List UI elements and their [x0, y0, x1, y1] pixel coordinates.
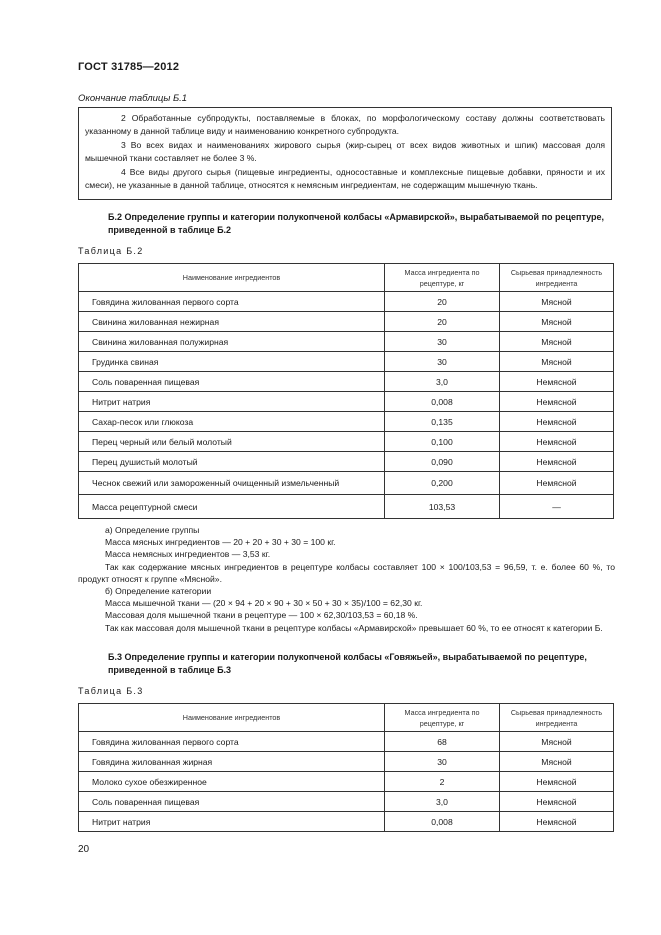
ingredient-type-cell: Немясной: [500, 412, 614, 432]
calc-line: а) Определение группы: [105, 525, 200, 535]
ingredient-mass-cell: 30: [385, 352, 500, 372]
ingredient-type-cell: Немясной: [500, 372, 614, 392]
ingredient-type-cell: Мясной: [500, 312, 614, 332]
ingredient-type-cell: Мясной: [500, 732, 614, 752]
ingredient-mass-cell: 0,135: [385, 412, 500, 432]
table-b2: [78, 263, 614, 519]
ingredient-name-cell: Нитрит натрия: [79, 812, 385, 832]
calc-line: Так как массовая доля мышечной ткани в рецептуре колбасы «Армавирской» превышает 60 %, то ее относят к категории Б.: [105, 622, 603, 633]
ingredient-name-cell: Свинина жилованная полужирная: [79, 332, 385, 352]
ingredient-name-cell: Говядина жилованная первого сорта: [79, 732, 385, 752]
table-header-row: [79, 264, 614, 292]
section-b3-heading: Б.3 Определение группы и категории полукопченой колбасы «Говяжьей», вырабатываемой по рецептуре, приведенной в таблице Б.3: [108, 652, 587, 675]
ingredient-name-cell: Чеснок свежий или замороженный очищенный измельченный: [79, 472, 385, 495]
ingredient-mass-cell: 3,0: [385, 792, 500, 812]
calc-line: б) Определение категории: [105, 586, 212, 597]
table-b3-label: Таблица Б.3: [78, 686, 144, 696]
table-row: [79, 432, 614, 452]
column-header-type: Сырьевая принадлежность ингредиента: [500, 704, 614, 732]
ingredient-type-cell: Немясной: [500, 772, 614, 792]
ingredient-type-cell: Немясной: [500, 472, 614, 495]
table-header-row: [79, 704, 614, 732]
calc-line: Масса мышечной ткани — (20 × 94 + 20 × 90 + 30 × 50 + 30 × 35)/100 = 62,30 кг.: [105, 598, 423, 609]
ingredient-type-cell: Немясной: [500, 812, 614, 832]
calc-line: Так как содержание мясных ингредиентов в рецептуре колбасы составляет 100 × 100/103,53 = 96,59, т. е. более 60 %, то продукт относят к группе «Мясной».: [78, 561, 615, 584]
table-row: [79, 352, 614, 372]
column-header-mass: Масса ингредиента по рецептуре, кг: [385, 264, 500, 292]
ingredient-mass-cell: 30: [385, 332, 500, 352]
ingredient-name-cell: Сахар-песок или глюкоза: [79, 412, 385, 432]
notes-box: [78, 107, 612, 200]
calculation-block: [78, 524, 615, 634]
ingredient-type-cell: Мясной: [500, 292, 614, 312]
ingredient-type-cell: Немясной: [500, 392, 614, 412]
table-row: [79, 472, 614, 495]
table-row: [79, 752, 614, 772]
note-3: 3 Во всех видах и наименованиях жирового сырья (жир-сырец от всех видов животных и шпик) массовая доля мышечной ткани составляет не более 3 %.: [85, 139, 605, 164]
table-row: [79, 412, 614, 432]
column-header-mass: Масса ингредиента по рецептуре, кг: [385, 704, 500, 732]
ingredient-type-cell: Мясной: [500, 352, 614, 372]
ingredient-type-cell: Немясной: [500, 452, 614, 472]
ingredient-mass-cell: 0,008: [385, 392, 500, 412]
table-b3: [78, 703, 614, 832]
ingredient-mass-cell: 103,53: [385, 495, 500, 519]
ingredient-name-cell: Нитрит натрия: [79, 392, 385, 412]
ingredient-mass-cell: 20: [385, 312, 500, 332]
table-b2-label: Таблица Б.2: [78, 246, 144, 256]
table-row: [79, 732, 614, 752]
table-row: [79, 812, 614, 832]
column-header-name: Наименование ингредиентов: [79, 704, 385, 732]
table-row: [79, 452, 614, 472]
column-header-type: Сырьевая принадлежность ингредиента: [500, 264, 614, 292]
ingredient-type-cell: Немясной: [500, 792, 614, 812]
table-row: [79, 392, 614, 412]
column-header-name: Наименование ингредиентов: [79, 264, 385, 292]
document-code: ГОСТ 31785—2012: [78, 61, 180, 73]
calc-line: Масса мясных ингредиентов — 20 + 20 + 30 + 30 = 100 кг.: [105, 537, 336, 548]
note-4: 4 Все виды другого сырья (пищевые ингредиенты, односоставные и комплексные пищевые добавки, пряности и их смеси), не указанные в данной таблице, относятся к немясным ингредиентам, не содержащим мышечную ткань.: [85, 166, 605, 191]
ingredient-mass-cell: 0,100: [385, 432, 500, 452]
ingredient-mass-cell: 68: [385, 732, 500, 752]
ingredient-type-cell: Мясной: [500, 752, 614, 772]
ingredient-mass-cell: 30: [385, 752, 500, 772]
ingredient-mass-cell: 3,0: [385, 372, 500, 392]
ingredient-mass-cell: 0,200: [385, 472, 500, 495]
ingredient-name-cell: Молоко сухое обезжиренное: [79, 772, 385, 792]
ingredient-name-cell: Соль поваренная пищевая: [79, 372, 385, 392]
ingredient-name-cell: Соль поваренная пищевая: [79, 792, 385, 812]
ingredient-mass-cell: 0,008: [385, 812, 500, 832]
ingredient-name-cell: Перец душистый молотый: [79, 452, 385, 472]
ingredient-name-cell: Масса рецептурной смеси: [79, 495, 385, 519]
ingredient-type-cell: —: [500, 495, 614, 519]
ingredient-type-cell: Немясной: [500, 432, 614, 452]
table-row: [79, 292, 614, 312]
ingredient-mass-cell: 20: [385, 292, 500, 312]
table-row: [79, 495, 614, 519]
ingredient-type-cell: Мясной: [500, 332, 614, 352]
ingredient-name-cell: Грудинка свиная: [79, 352, 385, 372]
ingredient-mass-cell: 2: [385, 772, 500, 792]
ingredient-mass-cell: 0,090: [385, 452, 500, 472]
table-row: [79, 332, 614, 352]
table-row: [79, 792, 614, 812]
ingredient-name-cell: Говядина жилованная жирная: [79, 752, 385, 772]
table-row: [79, 372, 614, 392]
table-row: [79, 772, 614, 792]
table-row: [79, 312, 614, 332]
ingredient-name-cell: Свинина жилованная нежирная: [79, 312, 385, 332]
calc-line: Масса немясных ингредиентов — 3,53 кг.: [105, 549, 271, 560]
ingredient-name-cell: Перец черный или белый молотый: [79, 432, 385, 452]
ingredient-name-cell: Говядина жилованная первого сорта: [79, 292, 385, 312]
page-number: 20: [78, 844, 90, 855]
calc-line: Массовая доля мышечной ткани в рецептуре — 100 × 62,30/103,53 = 60,18 %.: [105, 610, 418, 621]
table-continuation-caption: Окончание таблицы Б.1: [78, 93, 188, 104]
section-b2-heading: Б.2 Определение группы и категории полукопченой колбасы «Армавирской», вырабатываемой по рецептуре, приведенной в таблице Б.2: [108, 212, 605, 235]
note-2: 2 Обработанные субпродукты, поставляемые в блоках, по морфологическому составу должны соответствовать указанному в данной таблице виду и наименованию конкретного субпродукта.: [85, 113, 605, 137]
